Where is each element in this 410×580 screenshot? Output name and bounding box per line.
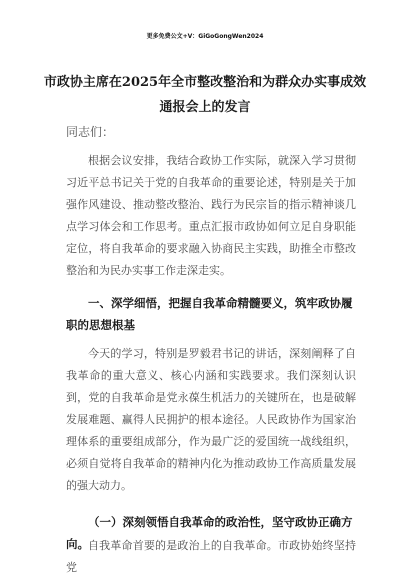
greeting: 同志们： — [66, 125, 115, 139]
subsection-heading-1: （一）深刻领悟自我革命的政治性，坚守政协正确方向。 — [66, 515, 353, 551]
document-title: 市政协主席在2025年全市整改整治和为群众办实事成效通报会上的发言 — [43, 75, 367, 115]
section-heading-1: 一、深学细悟，把握自我革命精髓要义，筑牢政协履职的思想根基 — [66, 296, 353, 332]
paragraph-1: 根据会议安排，我结合政协工作实际，就深入学习贯彻习近平总书记关于党的自我革命的重要论述，特别是关于加强作风建设、推动整改整治、践行为民宗旨的指示精神谈几点学习体会和工作思考。重点汇报市政协如何立足自身职能定位，将自我革命的要求融入协商民主实践，助推全市整改整治和为民办实事工作走深走实。 — [66, 154, 356, 277]
header-note: 更多免费公文+V：GiGoGongWen2024 — [146, 33, 264, 40]
paragraph-2: 今天的学习，特别是罗毅君书记的讲话，深刻阐释了自我革命的重大意义、核心内涵和实践要求。我们深刻认识到，党的自我革命是党永葆生机活力的关键所在，也是破解发展难题、赢得人民拥护的根本途径。人民政协作为国家治理体系的重要组成部分，作为最广泛的爱国统一战线组织，必须自觉将自我革命的精神内化为推动政协工作高质量发展的强大动力。 — [66, 347, 356, 492]
paragraph-3: 自我革命首要的是政治上的自我革命。市政协始终坚持党 — [66, 539, 356, 574]
